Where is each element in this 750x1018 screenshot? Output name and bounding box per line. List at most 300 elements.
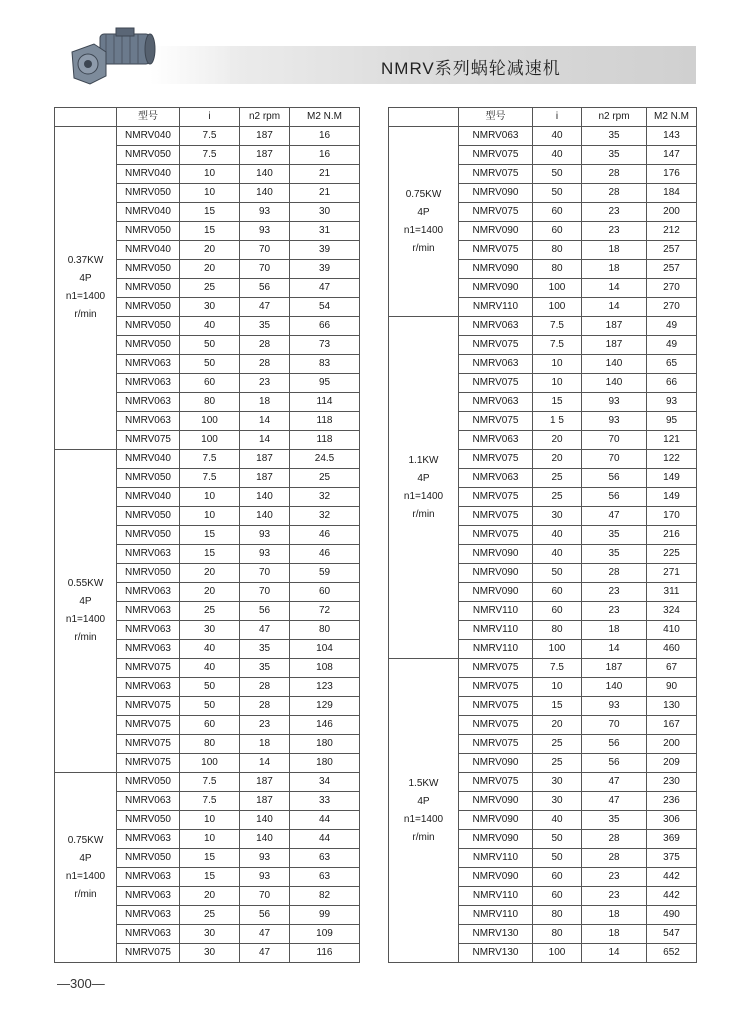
torque-cell: 31: [290, 222, 360, 241]
torque-cell: 270: [647, 279, 697, 298]
torque-cell: 180: [290, 735, 360, 754]
power-group-line: n1=1400: [403, 490, 444, 502]
column-header-speed: n2 rpm: [240, 108, 290, 127]
ratio-cell: 30: [533, 773, 582, 792]
model-cell: NMRV063: [117, 887, 180, 906]
ratio-cell: 7.5: [180, 469, 240, 488]
torque-cell: 16: [290, 146, 360, 165]
torque-cell: 32: [290, 488, 360, 507]
ratio-cell: 25: [533, 754, 582, 773]
torque-cell: 118: [290, 431, 360, 450]
model-cell: NMRV075: [459, 716, 533, 735]
torque-cell: 167: [647, 716, 697, 735]
speed-cell: 187: [240, 792, 290, 811]
model-cell: NMRV050: [117, 222, 180, 241]
ratio-cell: 15: [180, 526, 240, 545]
speed-cell: 70: [240, 241, 290, 260]
power-group-line: 1.1KW: [408, 454, 439, 466]
speed-cell: 47: [240, 298, 290, 317]
power-group-line: r/min: [74, 309, 97, 320]
ratio-cell: 100: [533, 944, 582, 963]
column-header-torque: M2 N.M: [647, 108, 697, 127]
ratio-cell: 50: [180, 355, 240, 374]
ratio-cell: 15: [533, 697, 582, 716]
power-group-line: 0.37KW: [67, 255, 104, 266]
power-group-label: [55, 450, 117, 773]
ratio-cell: 50: [180, 697, 240, 716]
column-header-model: 型号: [459, 108, 533, 127]
torque-cell: 170: [647, 507, 697, 526]
speed-cell: 23: [582, 222, 647, 241]
model-cell: NMRV075: [459, 450, 533, 469]
torque-cell: 39: [290, 260, 360, 279]
column-header-ratio: i: [180, 108, 240, 127]
model-cell: NMRV063: [459, 431, 533, 450]
model-cell: NMRV090: [459, 260, 533, 279]
ratio-cell: 50: [533, 564, 582, 583]
ratio-cell: 100: [533, 640, 582, 659]
speed-cell: 187: [582, 336, 647, 355]
model-cell: NMRV090: [459, 868, 533, 887]
model-cell: NMRV075: [459, 203, 533, 222]
speed-cell: 140: [240, 165, 290, 184]
ratio-cell: 40: [533, 545, 582, 564]
power-group-line: 1.5KW: [408, 777, 439, 789]
speed-cell: 23: [582, 203, 647, 222]
torque-cell: 49: [647, 317, 697, 336]
motor-body: [100, 28, 155, 64]
ratio-cell: 10: [180, 165, 240, 184]
speed-cell: 140: [582, 374, 647, 393]
torque-cell: 257: [647, 260, 697, 279]
speed-cell: 140: [240, 488, 290, 507]
ratio-cell: 60: [533, 602, 582, 621]
torque-cell: 118: [290, 412, 360, 431]
model-cell: NMRV090: [459, 184, 533, 203]
torque-cell: 80: [290, 621, 360, 640]
speed-cell: 70: [240, 887, 290, 906]
speed-cell: 93: [240, 849, 290, 868]
model-cell: NMRV110: [459, 887, 533, 906]
speed-cell: 14: [240, 431, 290, 450]
speed-cell: 56: [240, 279, 290, 298]
torque-cell: 146: [290, 716, 360, 735]
ratio-cell: 15: [533, 393, 582, 412]
power-group-line: n1=1400: [65, 291, 106, 302]
speed-cell: 47: [582, 792, 647, 811]
speed-cell: 56: [582, 488, 647, 507]
table-header-row: [389, 108, 697, 127]
power-group-line: n1=1400: [403, 224, 444, 236]
torque-cell: 24.5: [290, 450, 360, 469]
power-group-label: [389, 127, 459, 317]
model-cell: NMRV075: [117, 697, 180, 716]
left-table-body: [55, 127, 360, 963]
speed-cell: 140: [582, 678, 647, 697]
speed-cell: 93: [582, 697, 647, 716]
model-cell: NMRV063: [459, 469, 533, 488]
power-group-line: r/min: [74, 632, 97, 643]
ratio-cell: 80: [533, 906, 582, 925]
torque-cell: 39: [290, 241, 360, 260]
speed-cell: 35: [240, 640, 290, 659]
table-header-row: [55, 108, 360, 127]
torque-cell: 306: [647, 811, 697, 830]
ratio-cell: 40: [533, 526, 582, 545]
torque-cell: 149: [647, 469, 697, 488]
speed-cell: 23: [582, 602, 647, 621]
header-blank: [389, 108, 459, 127]
speed-cell: 70: [240, 260, 290, 279]
speed-cell: 140: [240, 184, 290, 203]
ratio-cell: 40: [180, 317, 240, 336]
torque-cell: 149: [647, 488, 697, 507]
torque-cell: 63: [290, 849, 360, 868]
ratio-cell: 10: [180, 507, 240, 526]
model-cell: NMRV063: [117, 678, 180, 697]
torque-cell: 270: [647, 298, 697, 317]
torque-cell: 225: [647, 545, 697, 564]
torque-cell: 114: [290, 393, 360, 412]
torque-cell: 95: [647, 412, 697, 431]
speed-cell: 28: [582, 830, 647, 849]
ratio-cell: 15: [180, 545, 240, 564]
torque-cell: 369: [647, 830, 697, 849]
speed-cell: 28: [240, 678, 290, 697]
ratio-cell: 7.5: [180, 450, 240, 469]
model-cell: NMRV075: [459, 507, 533, 526]
right-table-body: [389, 127, 697, 963]
header-band-fade: [150, 46, 240, 84]
model-cell: NMRV075: [459, 146, 533, 165]
speed-cell: 187: [582, 317, 647, 336]
speed-cell: 140: [240, 830, 290, 849]
ratio-cell: 1 5: [533, 412, 582, 431]
right-spec-table: [388, 107, 697, 963]
speed-cell: 28: [240, 336, 290, 355]
ratio-cell: 20: [180, 564, 240, 583]
model-cell: NMRV110: [459, 602, 533, 621]
power-group-line: 0.75KW: [67, 834, 104, 846]
ratio-cell: 60: [533, 222, 582, 241]
ratio-cell: 25: [180, 906, 240, 925]
torque-cell: 16: [290, 127, 360, 146]
ratio-cell: 50: [533, 849, 582, 868]
ratio-cell: 7.5: [533, 317, 582, 336]
torque-cell: 123: [290, 678, 360, 697]
ratio-cell: 80: [180, 393, 240, 412]
torque-cell: 311: [647, 583, 697, 602]
speed-cell: 93: [240, 868, 290, 887]
ratio-cell: 80: [533, 241, 582, 260]
ratio-cell: 50: [533, 165, 582, 184]
power-group-line: 4P: [417, 795, 430, 807]
torque-cell: 547: [647, 925, 697, 944]
ratio-cell: 30: [180, 298, 240, 317]
model-cell: NMRV075: [117, 716, 180, 735]
power-group-line: r/min: [74, 888, 97, 900]
model-cell: NMRV063: [117, 545, 180, 564]
torque-cell: 442: [647, 868, 697, 887]
ratio-cell: 7.5: [180, 146, 240, 165]
model-cell: NMRV050: [117, 317, 180, 336]
torque-cell: 130: [647, 697, 697, 716]
model-cell: NMRV063: [117, 830, 180, 849]
torque-cell: 490: [647, 906, 697, 925]
model-cell: NMRV050: [117, 564, 180, 583]
power-group-line: 0.55KW: [67, 578, 104, 589]
model-cell: NMRV075: [459, 412, 533, 431]
model-cell: NMRV063: [117, 792, 180, 811]
speed-cell: 140: [240, 507, 290, 526]
speed-cell: 56: [240, 906, 290, 925]
torque-cell: 147: [647, 146, 697, 165]
torque-cell: 104: [290, 640, 360, 659]
ratio-cell: 30: [533, 792, 582, 811]
ratio-cell: 20: [533, 431, 582, 450]
torque-cell: 129: [290, 697, 360, 716]
speed-cell: 35: [240, 659, 290, 678]
speed-cell: 93: [582, 412, 647, 431]
ratio-cell: 80: [533, 260, 582, 279]
ratio-cell: 30: [180, 621, 240, 640]
torque-cell: 230: [647, 773, 697, 792]
model-cell: NMRV050: [117, 336, 180, 355]
ratio-cell: 20: [180, 583, 240, 602]
torque-cell: 143: [647, 127, 697, 146]
table-row: [55, 450, 360, 469]
column-header-speed: n2 rpm: [582, 108, 647, 127]
power-group-line: n1=1400: [403, 813, 444, 825]
torque-cell: 109: [290, 925, 360, 944]
speed-cell: 18: [240, 735, 290, 754]
model-cell: NMRV075: [459, 773, 533, 792]
model-cell: NMRV110: [459, 298, 533, 317]
speed-cell: 18: [240, 393, 290, 412]
ratio-cell: 7.5: [533, 336, 582, 355]
model-cell: NMRV063: [117, 906, 180, 925]
speed-cell: 187: [240, 127, 290, 146]
ratio-cell: 25: [533, 488, 582, 507]
model-cell: NMRV063: [117, 925, 180, 944]
model-cell: NMRV075: [117, 735, 180, 754]
ratio-cell: 40: [180, 640, 240, 659]
speed-cell: 187: [240, 146, 290, 165]
torque-cell: 66: [290, 317, 360, 336]
ratio-cell: 100: [533, 298, 582, 317]
ratio-cell: 10: [180, 488, 240, 507]
torque-cell: 66: [647, 374, 697, 393]
speed-cell: 23: [240, 374, 290, 393]
model-cell: NMRV090: [459, 830, 533, 849]
model-cell: NMRV050: [117, 279, 180, 298]
left-spec-table: [54, 107, 360, 963]
speed-cell: 18: [582, 621, 647, 640]
torque-cell: 49: [647, 336, 697, 355]
power-group-line: r/min: [412, 831, 435, 843]
speed-cell: 14: [582, 279, 647, 298]
torque-cell: 21: [290, 184, 360, 203]
model-cell: NMRV130: [459, 944, 533, 963]
speed-cell: 47: [240, 925, 290, 944]
model-cell: NMRV040: [117, 488, 180, 507]
torque-cell: 236: [647, 792, 697, 811]
model-cell: NMRV130: [459, 925, 533, 944]
speed-cell: 187: [240, 773, 290, 792]
page-title: NMRV系列蜗轮减速机: [381, 59, 561, 78]
speed-cell: 47: [582, 773, 647, 792]
torque-cell: 116: [290, 944, 360, 963]
ratio-cell: 30: [180, 944, 240, 963]
model-cell: NMRV063: [117, 355, 180, 374]
ratio-cell: 50: [180, 336, 240, 355]
model-cell: NMRV075: [117, 754, 180, 773]
ratio-cell: 10: [533, 374, 582, 393]
speed-cell: 28: [240, 355, 290, 374]
ratio-cell: 60: [533, 583, 582, 602]
ratio-cell: 25: [533, 735, 582, 754]
torque-cell: 33: [290, 792, 360, 811]
ratio-cell: 60: [533, 887, 582, 906]
speed-cell: 23: [582, 583, 647, 602]
speed-cell: 14: [582, 640, 647, 659]
model-cell: NMRV050: [117, 811, 180, 830]
ratio-cell: 20: [180, 260, 240, 279]
torque-cell: 54: [290, 298, 360, 317]
ratio-cell: 15: [180, 849, 240, 868]
model-cell: NMRV063: [459, 127, 533, 146]
speed-cell: 18: [582, 241, 647, 260]
power-group-line: r/min: [412, 508, 435, 520]
speed-cell: 28: [582, 849, 647, 868]
ratio-cell: 7.5: [180, 792, 240, 811]
torque-cell: 184: [647, 184, 697, 203]
ratio-cell: 10: [180, 811, 240, 830]
torque-cell: 108: [290, 659, 360, 678]
model-cell: NMRV063: [117, 374, 180, 393]
table-row: [389, 127, 697, 146]
ratio-cell: 40: [533, 811, 582, 830]
speed-cell: 14: [582, 944, 647, 963]
torque-cell: 30: [290, 203, 360, 222]
torque-cell: 63: [290, 868, 360, 887]
ratio-cell: 40: [180, 659, 240, 678]
ratio-cell: 80: [533, 925, 582, 944]
ratio-cell: 40: [533, 127, 582, 146]
torque-cell: 212: [647, 222, 697, 241]
speed-cell: 70: [582, 431, 647, 450]
torque-cell: 93: [647, 393, 697, 412]
model-cell: NMRV075: [459, 488, 533, 507]
speed-cell: 56: [582, 754, 647, 773]
model-cell: NMRV050: [117, 773, 180, 792]
model-cell: NMRV040: [117, 203, 180, 222]
model-cell: NMRV110: [459, 640, 533, 659]
ratio-cell: 100: [180, 754, 240, 773]
model-cell: NMRV075: [459, 336, 533, 355]
model-cell: NMRV063: [117, 393, 180, 412]
torque-cell: 72: [290, 602, 360, 621]
power-group-line: 4P: [417, 206, 430, 218]
ratio-cell: 10: [533, 355, 582, 374]
speed-cell: 70: [240, 583, 290, 602]
ratio-cell: 15: [180, 203, 240, 222]
model-cell: NMRV063: [117, 602, 180, 621]
speed-cell: 28: [582, 165, 647, 184]
column-header-model: 型号: [117, 108, 180, 127]
model-cell: NMRV063: [117, 412, 180, 431]
ratio-cell: 15: [180, 222, 240, 241]
model-cell: NMRV063: [117, 868, 180, 887]
header-blank: [55, 108, 117, 127]
torque-cell: 46: [290, 545, 360, 564]
model-cell: NMRV040: [117, 165, 180, 184]
model-cell: NMRV090: [459, 792, 533, 811]
speed-cell: 14: [240, 754, 290, 773]
torque-cell: 460: [647, 640, 697, 659]
speed-cell: 23: [582, 868, 647, 887]
model-cell: NMRV063: [117, 640, 180, 659]
column-header-torque: M2 N.M: [290, 108, 360, 127]
ratio-cell: 25: [180, 602, 240, 621]
ratio-cell: 20: [180, 887, 240, 906]
ratio-cell: 50: [533, 184, 582, 203]
speed-cell: 140: [240, 811, 290, 830]
model-cell: NMRV075: [459, 678, 533, 697]
torque-cell: 122: [647, 450, 697, 469]
speed-cell: 28: [582, 184, 647, 203]
speed-cell: 187: [240, 450, 290, 469]
speed-cell: 70: [240, 564, 290, 583]
page-header: [0, 0, 750, 100]
ratio-cell: 100: [533, 279, 582, 298]
torque-cell: 65: [647, 355, 697, 374]
model-cell: NMRV040: [117, 450, 180, 469]
speed-cell: 35: [582, 545, 647, 564]
model-cell: NMRV050: [117, 507, 180, 526]
torque-cell: 47: [290, 279, 360, 298]
torque-cell: 95: [290, 374, 360, 393]
ratio-cell: 10: [180, 184, 240, 203]
model-cell: NMRV090: [459, 222, 533, 241]
power-group-label: [389, 659, 459, 963]
model-cell: NMRV110: [459, 621, 533, 640]
gear-motor-image: [66, 26, 156, 88]
power-group-line: 4P: [79, 273, 92, 284]
model-cell: NMRV090: [459, 583, 533, 602]
torque-cell: 82: [290, 887, 360, 906]
torque-cell: 652: [647, 944, 697, 963]
speed-cell: 18: [582, 260, 647, 279]
torque-cell: 83: [290, 355, 360, 374]
speed-cell: 35: [582, 526, 647, 545]
speed-cell: 23: [240, 716, 290, 735]
speed-cell: 28: [582, 564, 647, 583]
power-group-line: 4P: [79, 596, 92, 607]
torque-cell: 200: [647, 735, 697, 754]
model-cell: NMRV050: [117, 260, 180, 279]
model-cell: NMRV090: [459, 754, 533, 773]
model-cell: NMRV090: [459, 564, 533, 583]
speed-cell: 35: [240, 317, 290, 336]
model-cell: NMRV075: [459, 659, 533, 678]
ratio-cell: 30: [180, 925, 240, 944]
speed-cell: 187: [240, 469, 290, 488]
ratio-cell: 25: [180, 279, 240, 298]
model-cell: NMRV063: [459, 317, 533, 336]
ratio-cell: 100: [180, 412, 240, 431]
model-cell: NMRV050: [117, 184, 180, 203]
